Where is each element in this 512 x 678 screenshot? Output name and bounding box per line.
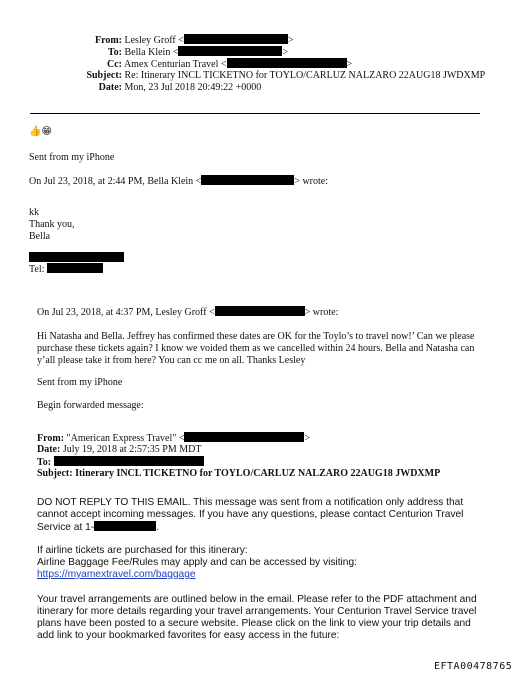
notice-line-1: DO NOT REPLY TO THIS EMAIL. This message was sent from a notification only address that <box>37 497 464 508</box>
lesley-body-line-1: Hi Natasha and Bella. Jeffrey has confirmed these dates are OK for the Toylo’s to travel now!’ Can we please <box>37 331 475 342</box>
fwd-subject-value: Itinerary INCL TICKETNO for TOYLO/CARLUZ NALZARO 22AUG18 JWDXMP <box>75 468 441 479</box>
header-subject-row <box>40 70 485 82</box>
lesley-body-line-3: y’all please take it from here? You can cc me on all. Thanks Lesley <box>37 355 306 366</box>
redaction-block <box>178 46 282 56</box>
lesley-body-line-2: purchase these tickets again? I know we voided them as we cancelled within 24 hours. Bella and Natasha can <box>37 343 475 354</box>
bella-line-1: kk <box>29 207 39 218</box>
arrangements-line-3: plans have been posted to a secure website. Please click on the link to view your trip details and <box>37 618 471 629</box>
subject-label: Subject: <box>86 70 122 81</box>
redaction-block <box>215 306 305 316</box>
arrangements-line-2: itinerary for more details regarding your travel arrangements. Your Centurion Travel Service travel <box>37 606 477 617</box>
begin-forwarded-message: Begin forwarded message: <box>37 400 144 411</box>
notice-line-3-text: Service at 1- <box>37 522 95 533</box>
fwd-date-value: July 19, 2018 at 2:57:35 PM MDT <box>62 444 202 455</box>
quote-intro-lesley <box>37 306 338 319</box>
baggage-line-2: Airline Baggage Fee/Rules may apply and can be accessed by visiting: <box>37 557 357 568</box>
close-bracket: > <box>282 47 289 58</box>
bella-line-2: Thank you, <box>29 219 75 230</box>
redaction-block <box>47 263 103 273</box>
fwd-subject-row <box>37 468 440 480</box>
tel-label: Tel: <box>29 264 45 275</box>
close-bracket: > <box>287 35 294 46</box>
redaction-block <box>184 34 288 44</box>
sent-from-iphone: Sent from my iPhone <box>29 152 115 163</box>
header-cc-row <box>40 58 352 70</box>
notice-line-3-end: . <box>156 522 160 533</box>
tel-row <box>29 263 103 276</box>
fwd-subject-label: Subject: <box>37 468 73 479</box>
document-id: EFTA00478765 <box>434 661 512 672</box>
redaction-block <box>29 252 124 262</box>
arrangements-line-4: add link to your bookmarked favorites for easy access in the future: <box>37 630 340 641</box>
redaction-block <box>94 521 156 531</box>
quote-intro-text: On Jul 23, 2018, at 4:37 PM, Lesley Groff < <box>37 307 215 318</box>
redaction-block <box>227 58 347 68</box>
redaction-block <box>201 175 294 185</box>
header-from-row <box>40 34 293 46</box>
baggage-link[interactable] <box>37 569 196 581</box>
redaction-block <box>184 432 304 442</box>
thumbs-up-grin-emoji-icon: 👍😁 <box>29 126 52 137</box>
to-value: Bella Klein < <box>124 47 179 58</box>
cc-label: Cc: <box>107 59 122 70</box>
notice-line-3 <box>37 521 159 534</box>
baggage-line-1: If airline tickets are purchased for this itinerary: <box>37 545 248 556</box>
quote-intro-bella <box>29 175 328 188</box>
close-bracket: > <box>346 59 353 70</box>
notice-line-2: cannot accept incoming messages. If you have any questions, please contact Centurion Travel <box>37 509 464 520</box>
quote-intro-end: > wrote: <box>294 176 328 187</box>
fwd-from-row <box>37 432 310 444</box>
to-label: To: <box>107 47 122 58</box>
fwd-to-row <box>37 456 204 468</box>
subject-value: Re: Itinerary INCL TICKETNO for TOYLO/CARLUZ NALZARO 22AUG18 JWDXMP <box>124 70 486 81</box>
fwd-to-label: To: <box>37 457 52 468</box>
fwd-date-label: Date: <box>37 444 61 455</box>
fwd-date-row <box>37 444 201 456</box>
fwd-from-value: "American Express Travel" < <box>66 433 185 444</box>
redaction-block <box>54 456 204 466</box>
date-value: Mon, 23 Jul 2018 20:49:22 +0000 <box>124 82 262 93</box>
close-bracket: > <box>304 433 311 444</box>
baggage-link-text[interactable]: https://myamextravel.com/baggage <box>37 569 196 580</box>
header-date-row <box>40 82 261 94</box>
header-to-row <box>40 46 288 58</box>
from-value: Lesley Groff < <box>124 35 184 46</box>
sent-from-iphone: Sent from my iPhone <box>37 377 123 388</box>
date-label: Date: <box>98 82 122 93</box>
bella-line-3: Bella <box>29 231 51 242</box>
fwd-from-label: From: <box>37 433 65 444</box>
cc-value: Amex Centurian Travel < <box>123 59 227 70</box>
from-label: From: <box>94 35 122 46</box>
arrangements-line-1: Your travel arrangements are outlined below in the email. Please refer to the PDF attachment and <box>37 594 477 605</box>
quote-intro-text: On Jul 23, 2018, at 2:44 PM, Bella Klein < <box>29 176 202 187</box>
quote-intro-end: > wrote: <box>304 307 339 318</box>
header-divider <box>30 113 480 114</box>
